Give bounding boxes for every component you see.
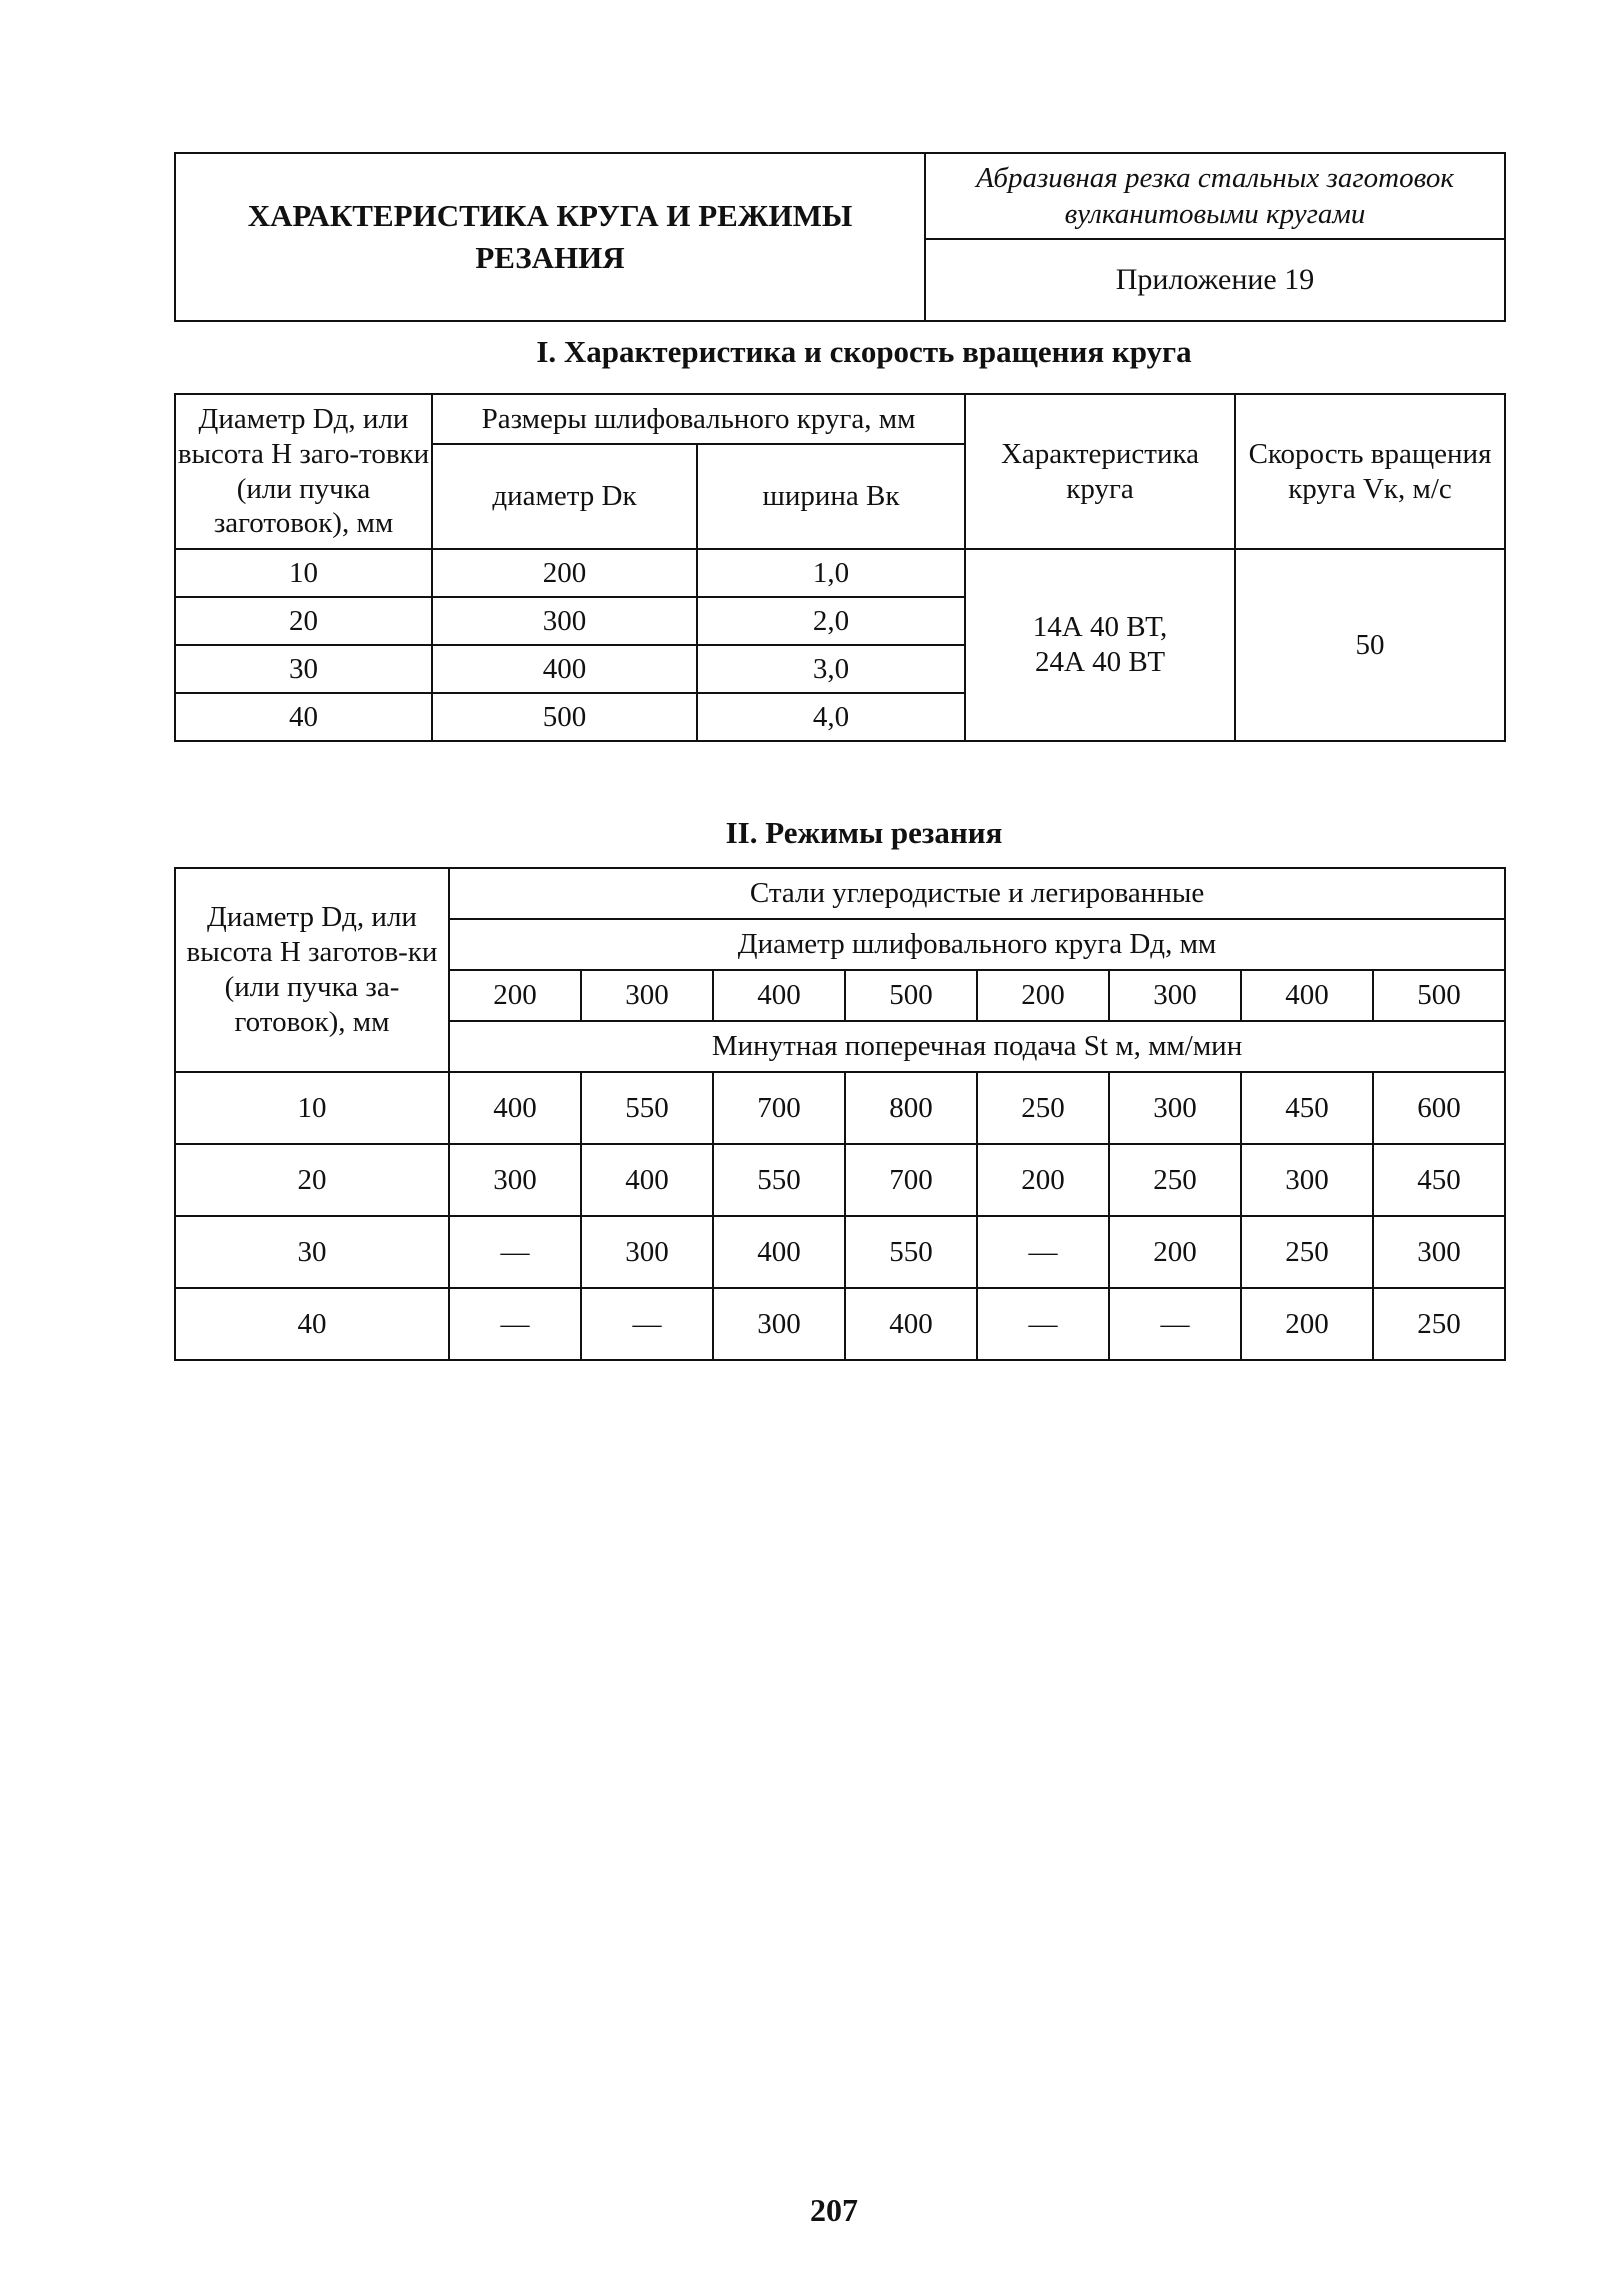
table-row: [175, 1288, 1505, 1360]
document-title: ХАРАКТЕРИСТИКА КРУГА И РЕЖИМЫ РЕЗАНИЯ: [175, 153, 925, 321]
t1-characteristic-line1: 14А 40 ВТ,: [1032, 611, 1168, 644]
t2-wheel-diameter: 500: [1373, 970, 1505, 1021]
t2-cell: 450: [1241, 1072, 1373, 1144]
t2-cell: 300: [1373, 1216, 1505, 1288]
t2-cell: 250: [1373, 1288, 1505, 1360]
t1-speed-value: 50: [1235, 549, 1505, 741]
t1-cell-bk: 3,0: [697, 645, 965, 693]
t2-cell: 300: [449, 1144, 581, 1216]
t2-cell: —: [449, 1216, 581, 1288]
appendix-label: Приложение 19: [925, 239, 1505, 321]
t1-cell-d: 40: [175, 693, 432, 741]
t1-header-wheel-width: ширина Вк: [697, 444, 965, 549]
t2-wheel-diameter: 500: [845, 970, 977, 1021]
t1-cell-dk: 200: [432, 549, 697, 597]
t2-wheel-diameter: 200: [977, 970, 1109, 1021]
t2-cell: 550: [845, 1216, 977, 1288]
t2-cell: 400: [845, 1288, 977, 1360]
t2-cell-d: 30: [175, 1216, 449, 1288]
table-row: [175, 1144, 1505, 1216]
t1-cell-d: 20: [175, 597, 432, 645]
t1-cell-d: 30: [175, 645, 432, 693]
t1-cell-bk: 1,0: [697, 549, 965, 597]
t1-cell-bk: 4,0: [697, 693, 965, 741]
t2-cell: 550: [713, 1144, 845, 1216]
section1-title: I. Характеристика и скорость вращения круга: [536, 334, 1192, 369]
t2-cell: —: [977, 1216, 1109, 1288]
t1-cell-dk: 400: [432, 645, 697, 693]
t2-cell: 800: [845, 1072, 977, 1144]
t2-cell: 550: [581, 1072, 713, 1144]
t2-cell: 700: [845, 1144, 977, 1216]
t1-characteristic-value: [965, 549, 1235, 741]
t2-cell: 300: [713, 1288, 845, 1360]
header-table: [174, 152, 1506, 322]
wheel-characteristics-table: [174, 393, 1506, 742]
t1-header-wheel-diameter: диаметр Dк: [432, 444, 697, 549]
t1-cell-bk: 2,0: [697, 597, 965, 645]
document-subtitle: Абразивная резка стальных заготовок вулканитовыми кругами: [925, 153, 1505, 239]
t2-cell: 400: [449, 1072, 581, 1144]
t2-cell: 250: [977, 1072, 1109, 1144]
t2-cell: —: [977, 1288, 1109, 1360]
t2-wheel-diameter: 300: [1109, 970, 1241, 1021]
t2-cell: —: [581, 1288, 713, 1360]
section2-title: II. Режимы резания: [725, 815, 1003, 850]
page-number: 207: [810, 2192, 858, 2228]
t2-wheel-diameter: 300: [581, 970, 713, 1021]
t2-cell: 400: [581, 1144, 713, 1216]
t2-cell: 700: [713, 1072, 845, 1144]
t2-cell-d: 10: [175, 1072, 449, 1144]
t2-cell: —: [449, 1288, 581, 1360]
t2-header-diameter: Диаметр Dд, или высота H заготов-ки (или пучка за-готовок), мм: [175, 868, 449, 1072]
t2-cell: 300: [1241, 1144, 1373, 1216]
t1-characteristic-line2: 24А 40 ВТ: [1034, 646, 1166, 678]
t2-cell: 250: [1241, 1216, 1373, 1288]
t2-cell: 600: [1373, 1072, 1505, 1144]
table-row: [175, 1216, 1505, 1288]
t1-header-diameter: Диаметр Dд, или высота H заго-товки (или пучка заготовок), мм: [175, 394, 432, 549]
t2-cell: 250: [1109, 1144, 1241, 1216]
t2-cell: 200: [977, 1144, 1109, 1216]
t2-cell: 300: [1109, 1072, 1241, 1144]
table-row: [175, 1072, 1505, 1144]
t1-header-characteristic: Характеристика круга: [965, 394, 1235, 549]
t1-cell-d: 10: [175, 549, 432, 597]
t2-cell-d: 20: [175, 1144, 449, 1216]
t1-cell-dk: 300: [432, 597, 697, 645]
t2-cell: 200: [1241, 1288, 1373, 1360]
cutting-modes-table: [174, 867, 1506, 1361]
t2-cell: 450: [1373, 1144, 1505, 1216]
t2-cell: 200: [1109, 1216, 1241, 1288]
t2-wheel-diameter: 200: [449, 970, 581, 1021]
table-row: [175, 549, 1505, 597]
t2-wheel-diameter: 400: [1241, 970, 1373, 1021]
t2-cell: 300: [581, 1216, 713, 1288]
t2-header-steel: Стали углеродистые и легированные: [449, 868, 1505, 919]
t2-cell: 400: [713, 1216, 845, 1288]
t2-cell: —: [1109, 1288, 1241, 1360]
t1-cell-dk: 500: [432, 693, 697, 741]
t2-wheel-diameter: 400: [713, 970, 845, 1021]
t1-header-wheel-sizes: Размеры шлифовального круга, мм: [432, 394, 965, 444]
t1-header-speed: Скорость вращения круга Vк, м/с: [1235, 394, 1505, 549]
t2-header-feed: Минутная поперечная подача St м, мм/мин: [449, 1021, 1505, 1072]
t2-header-wheel-diameter: Диаметр шлифовального круга Dд, мм: [449, 919, 1505, 970]
t2-cell-d: 40: [175, 1288, 449, 1360]
